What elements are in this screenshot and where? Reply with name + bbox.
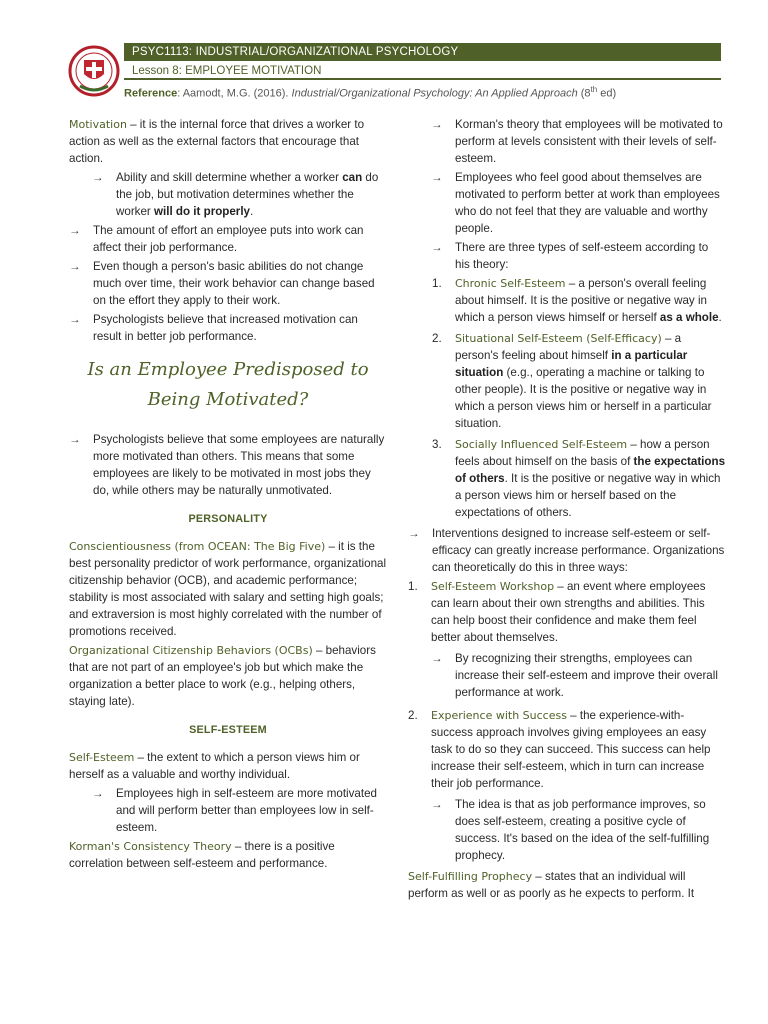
item-text: – the experience-with-success approach involves giving employees an easy task to do so they can succeed. This success can help increase their self-esteem, which in turn can increase their job performance.: [431, 709, 711, 790]
self-esteem-workshop-term: Self-Esteem Workshop: [431, 580, 555, 593]
conscientiousness-definition: [69, 538, 387, 640]
arrow-icon: →: [431, 171, 443, 184]
course-title-bar: PSYC1113: INDUSTRIAL/ORGANIZATIONAL PSYCHOLOGY: [124, 43, 721, 61]
ocb-term: Organizational Citizenship Behaviors (OCBs): [69, 644, 313, 657]
arrow-icon: →: [431, 798, 443, 811]
list-item-text: Psychologists believe that increased motivation can result in better job performance.: [93, 313, 358, 343]
list-item: [69, 311, 387, 345]
item-number: 2.: [432, 332, 442, 345]
reference-title: Industrial/Organizational Psychology: An Applied Approach: [291, 87, 578, 100]
list-item-text: .: [250, 205, 254, 218]
self-fulfilling-prophecy-text: – states that an individual will perform as well or as poorly as he expects to perform. It: [408, 870, 695, 900]
motivation-text: – it is the internal force that drives a worker to action as well as the external factors that encourage that action.: [69, 118, 365, 165]
reference-label: Reference: [124, 87, 178, 100]
list-item: [431, 239, 726, 273]
korman-definition: [69, 838, 387, 872]
section-heading: [69, 355, 387, 415]
list-item: [69, 431, 387, 499]
personality-heading: PERSONALITY: [188, 513, 268, 525]
arrow-icon: →: [431, 241, 443, 254]
list-item-text: Even though a person's basic abilities do not change much over time, their work behavior can change based on the effort they apply to their work.: [93, 260, 375, 307]
list-item: [69, 222, 387, 256]
self-fulfilling-prophecy-term: Self-Fulfilling Prophecy: [408, 870, 533, 883]
situational-self-esteem-term: Situational Self-Esteem (Self-Efficacy): [455, 332, 662, 345]
self-fulfilling-prophecy-definition: [408, 868, 726, 902]
list-item-text: The amount of effort an employee puts into work can affect their job performance.: [93, 224, 364, 254]
list-item-text: The idea is that as job performance improves, so does self-esteem, creating a positive cycle of success. It's based on the idea of the self-fulfilling prophecy.: [455, 798, 710, 862]
numbered-item: [408, 578, 726, 646]
emphasis-text: can: [342, 171, 363, 184]
section-heading-line2: Being Motivated?: [147, 389, 309, 410]
list-item: [431, 650, 726, 701]
list-item-text: Employees who feel good about themselves are motivated to perform better at work than employees who do not feel that they are valuable and worthy people.: [455, 171, 720, 235]
item-text: – how a person feels about himself on the basis of: [455, 438, 710, 468]
numbered-item: [408, 707, 726, 792]
item-number: 1.: [408, 580, 418, 593]
item-number: 1.: [432, 277, 442, 290]
item-text: (e.g., operating a machine or talking to other people). It is the positive or negative way in which a person views him or herself in a particular situation.: [455, 366, 712, 430]
motivation-definition: [69, 116, 387, 167]
emphasis-text: will do it properly: [154, 205, 250, 218]
arrow-icon: →: [431, 118, 443, 131]
chronic-self-esteem-term: Chronic Self-Esteem: [455, 277, 566, 290]
arrow-icon: →: [431, 652, 443, 665]
item-text: – a person's overall feeling about himself. It is the positive or negative way in which a person views himself or herself: [455, 277, 707, 324]
emphasis-text: the expectations of others: [455, 455, 726, 485]
lesson-title: Lesson 8: EMPLOYEE MOTIVATION: [124, 62, 721, 80]
list-item-text: Employees high in self-esteem are more motivated and will perform better than employees low in self-esteem.: [116, 787, 377, 834]
numbered-item: [432, 436, 726, 521]
list-item-text: There are three types of self-esteem according to his theory:: [455, 241, 709, 271]
item-text: – a person's feeling about himself: [455, 332, 682, 362]
reference-edition-post: ed): [597, 87, 617, 100]
list-item-text: Korman's theory that employees will be motivated to perform at levels consistent with their levels of self-esteem.: [455, 118, 723, 165]
university-seal-icon: [68, 42, 120, 100]
arrow-icon: →: [69, 313, 81, 326]
reference-edition-sup: th: [590, 85, 598, 94]
list-item-text: do the job, but motivation determines whether the worker: [116, 171, 379, 218]
korman-term: Korman's Consistency Theory: [69, 840, 232, 853]
list-item: [408, 525, 726, 576]
experience-with-success-term: Experience with Success: [431, 709, 567, 722]
arrow-icon: →: [92, 171, 104, 184]
list-item: [92, 785, 387, 836]
self-esteem-text: – the extent to which a person views him or herself as a valuable and worthy individual.: [69, 751, 360, 781]
self-esteem-term: Self-Esteem: [69, 751, 135, 764]
emphasis-text: as a whole: [659, 311, 719, 324]
numbered-item: [432, 275, 726, 326]
self-esteem-definition: [69, 749, 387, 783]
arrow-icon: →: [408, 527, 420, 540]
reference-authors: : Aamodt, M.G. (2016).: [177, 87, 292, 100]
item-text: . It is the positive or negative way in which a person views him or herself based on the expectations of others.: [455, 472, 721, 519]
conscientiousness-term: Conscientiousness (from OCEAN: The Big Five): [69, 540, 326, 553]
list-item: [431, 796, 726, 864]
list-item: [431, 169, 726, 237]
list-item-text: Ability and skill determine whether a worker: [116, 171, 343, 184]
item-number: 3.: [432, 438, 442, 451]
list-item: [69, 258, 387, 309]
ocb-text: – behaviors that are not part of an employee's job but which make the organization a better place to work (e.g., helping others, staying late).: [69, 644, 376, 708]
korman-text: – there is a positive correlation between self-esteem and performance.: [69, 840, 335, 870]
list-item-text: Interventions designed to increase self-esteem or self-efficacy can greatly increase performance. Organizations can theoretically do this in three ways:: [432, 527, 725, 574]
section-heading-line1: Is an Employee Predisposed to: [87, 359, 369, 380]
list-item: [431, 116, 726, 167]
right-column: [408, 116, 726, 904]
socially-influenced-self-esteem-term: Socially Influenced Self-Esteem: [455, 438, 628, 451]
left-column: [69, 116, 387, 874]
emphasis-text: in a particular situation: [455, 349, 688, 379]
arrow-icon: →: [69, 260, 81, 273]
reference-edition-pre: (8: [577, 87, 591, 100]
arrow-icon: →: [69, 224, 81, 237]
item-number: 2.: [408, 709, 418, 722]
item-text: – an event where employees can learn about their own strengths and abilities. This can help boost their confidence and make them feel better about themselves.: [431, 580, 706, 644]
numbered-item: [432, 330, 726, 432]
self-esteem-heading: SELF-ESTEEM: [189, 724, 267, 736]
item-text: .: [718, 311, 722, 324]
arrow-icon: →: [92, 787, 104, 800]
list-item: [92, 169, 387, 220]
reference-line: [124, 85, 721, 100]
arrow-icon: →: [69, 433, 81, 446]
list-item-text: By recognizing their strengths, employees can increase their self-esteem and improve their overall performance at work.: [455, 652, 718, 699]
motivation-term: Motivation: [69, 118, 127, 131]
ocb-definition: [69, 642, 387, 710]
conscientiousness-text: – it is the best personality predictor of work performance, organizational citizenship behavior (OCB), and academic performance; stability is most associated with salary and setting high goals; and extraversion is most highly correlated with the number of promotions received.: [69, 540, 387, 638]
list-item-text: Psychologists believe that some employees are naturally more motivated than others. This means that some employees are likely to be motivated in most jobs they do, while others may be naturally unmotivated.: [93, 433, 385, 497]
